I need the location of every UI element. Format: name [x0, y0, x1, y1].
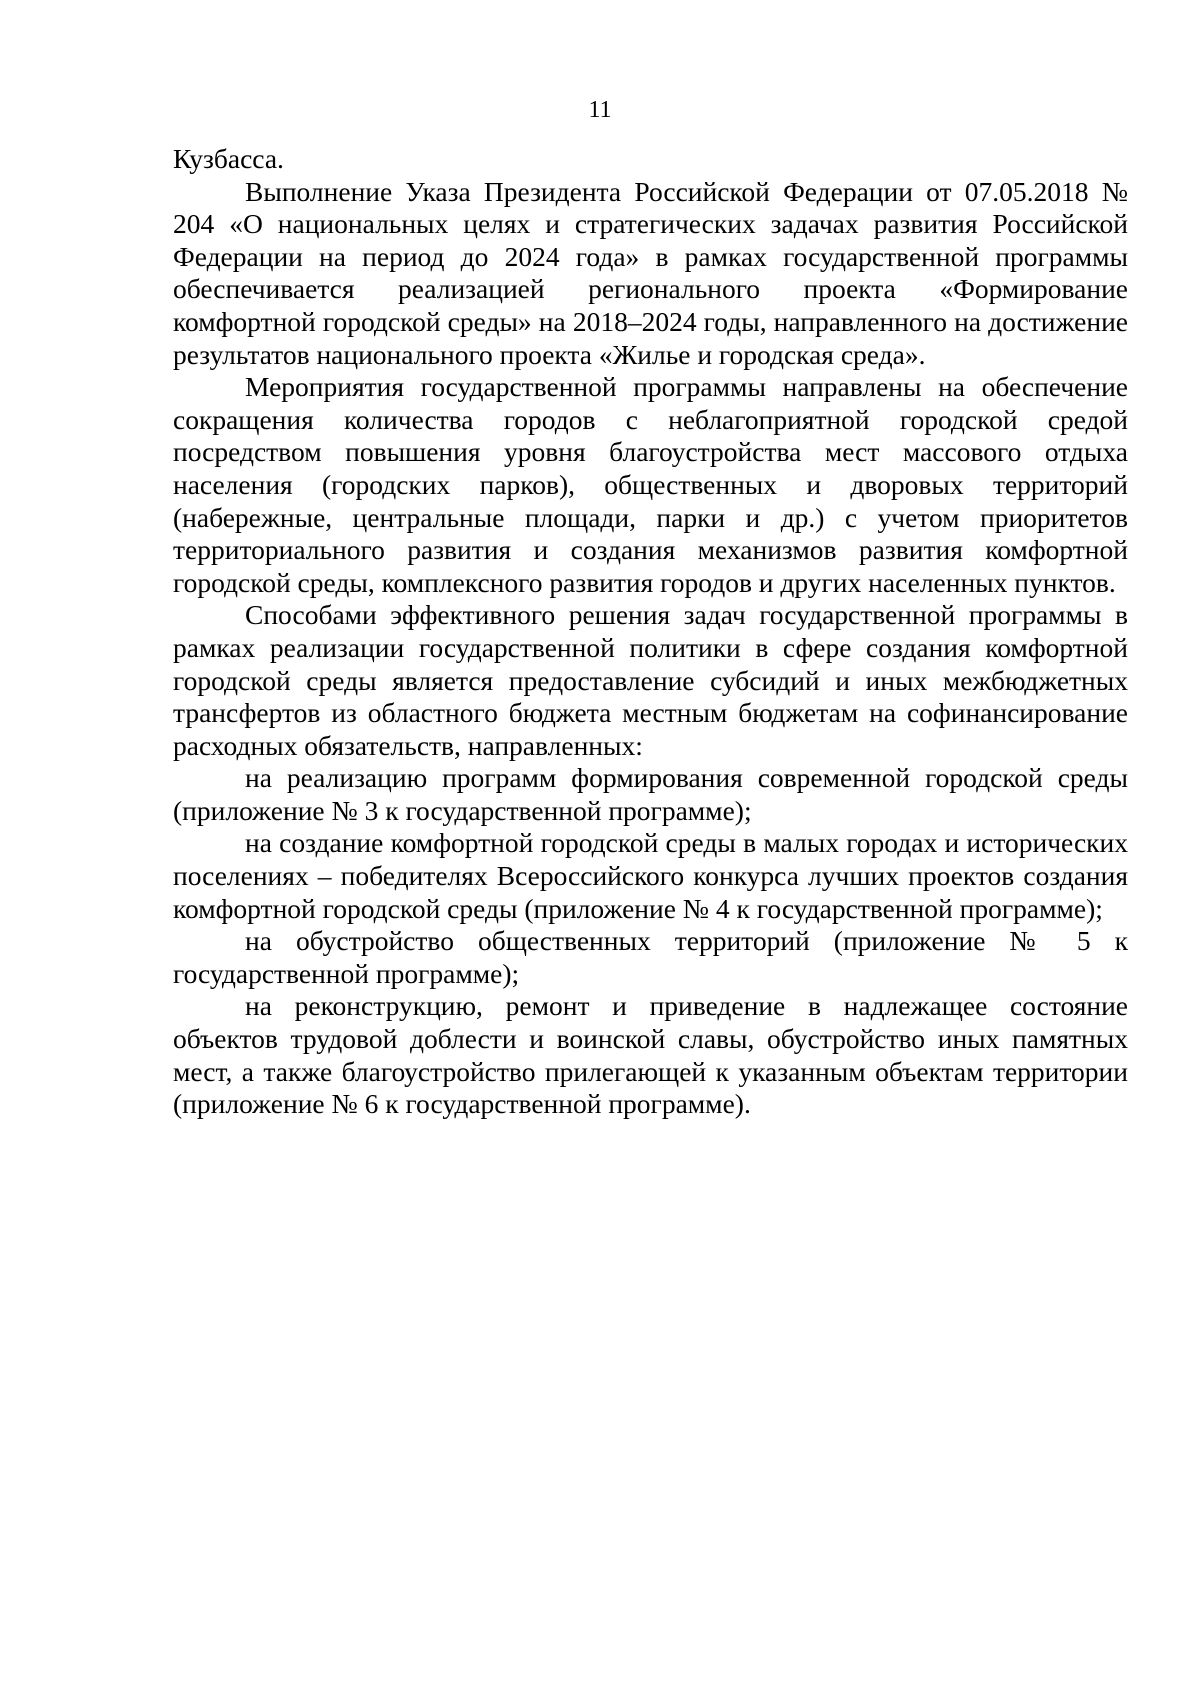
paragraph-solution-methods: Способами эффективного решения задач государственной программы в рамках реализации государственной политики в сфере создания комфортной городской среды является предоставление субсидий и иных межбюджетных трансфертов из областного бюджета местным бюджетам на софинансирование расходных обязательств, направленных:	[173, 599, 1128, 761]
list-item-memorial-objects: на реконструкцию, ремонт и приведение в надлежащее состояние объектов трудовой доблести и воинской славы, обустройство иных памятных мест, а также благоустройство прилегающей к указанным объектам территории (приложение № 6 к государственной программе).	[173, 990, 1128, 1120]
document-body	[173, 143, 1128, 1121]
list-item-small-towns: на создание комфортной городской среды в малых городах и исторических поселениях – победителях Всероссийского конкурса лучших проектов создания комфортной городской среды (приложение № 4 к государственной программе);	[173, 827, 1128, 924]
paragraph-program-measures: Мероприятия государственной программы направлены на обеспечение сокращения количества городов с неблагоприятной городской средой посредством повышения уровня благоустройства мест массового отдыха населения (городских парков), общественных и дворовых территорий (набережные, центральные площади, парки и др.) с учетом приоритетов территориального развития и создания механизмов развития комфортной городской среды, комплексного развития городов и других населенных пунктов.	[173, 371, 1128, 598]
page-number: 11	[588, 97, 612, 123]
paragraph-continuation: Кузбасса.	[173, 143, 284, 174]
list-item-public-territories: на обустройство общественных территорий (приложение № 5 к государственной программе);	[173, 925, 1128, 989]
paragraph-decree-implementation: Выполнение Указа Президента Российской Федерации от 07.05.2018 № 204 «О национальных целях и стратегических задачах развития Российской Федерации на период до 2024 года» в рамках государственной программы обеспечивается реализацией регионального проекта «Формирование комфортной городской среды» на 2018–2024 годы, направленного на достижение результатов национального проекта «Жилье и городская среда».	[173, 175, 1128, 370]
list-item-urban-environment-programs: на реализацию программ формирования современной городской среды (приложение № 3 к государственной программе);	[173, 762, 1128, 826]
